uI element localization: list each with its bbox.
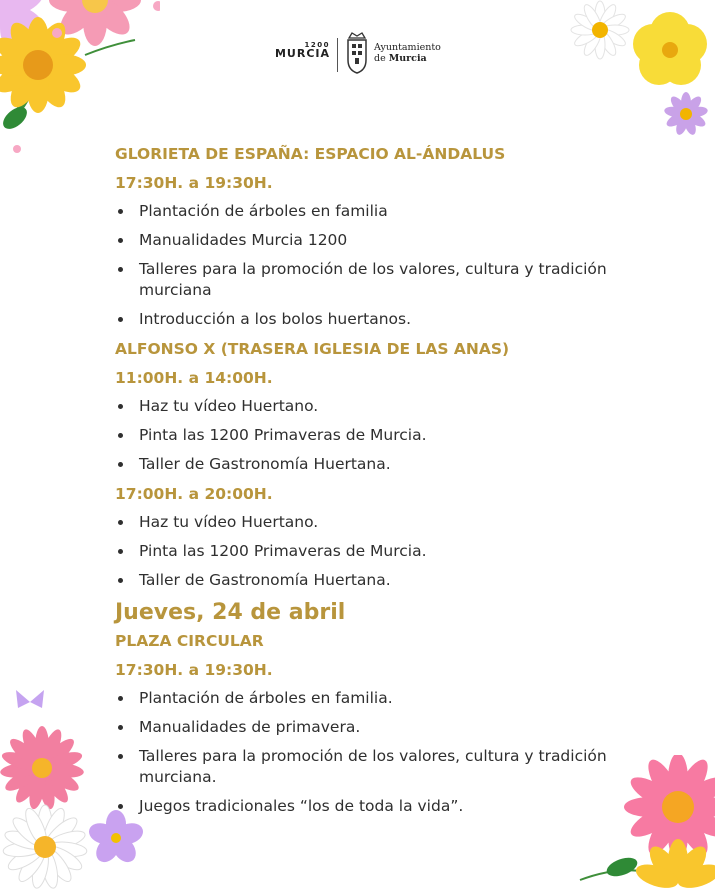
activity-list (115, 201, 635, 330)
flower-decoration-top-left (0, 0, 160, 160)
ayto-line-2-prefix: de (374, 53, 389, 64)
list-item: Talleres para la promoción de los valores, cultura y tradición murciana (115, 259, 635, 301)
ayuntamiento-label (374, 42, 441, 64)
logo-divider (337, 38, 338, 72)
venue-title: ALFONSO X (TRASERA IGLESIA DE LAS ANAS) (115, 340, 510, 358)
ayto-line-2-bold: Murcia (388, 53, 427, 64)
activity-list (115, 396, 635, 475)
time-slot: 11:00H. a 14:00H. (115, 369, 273, 387)
activity-list (115, 688, 635, 817)
coat-of-arms-icon (344, 30, 370, 76)
murcia-1200-logo (274, 41, 330, 60)
logo-bar (274, 28, 444, 80)
list-item: Juegos tradicionales “los de toda la vida”. (115, 796, 635, 817)
list-item: Manualidades Murcia 1200 (115, 230, 635, 251)
logo-number: 1200 (304, 41, 330, 49)
list-item: Plantación de árboles en familia (115, 201, 635, 222)
list-item: Taller de Gastronomía Huertana. (115, 570, 635, 591)
logo-city: MURCIA (274, 47, 330, 60)
time-slot: 17:30H. a 19:30H. (115, 174, 273, 192)
list-item: Introducción a los bolos huertanos. (115, 309, 635, 330)
venue-title: GLORIETA DE ESPAÑA: ESPACIO AL-ÁNDALUS (115, 145, 506, 163)
activity-list (115, 512, 635, 591)
list-item: Plantación de árboles en familia. (115, 688, 635, 709)
list-item: Talleres para la promoción de los valores, cultura y tradición murciana. (115, 746, 635, 788)
schedule-content (115, 143, 635, 825)
flower-decoration-top-right (570, 0, 715, 140)
list-item: Haz tu vídeo Huertano. (115, 396, 635, 417)
time-slot: 17:30H. a 19:30H. (115, 661, 273, 679)
ayto-line-1: Ayuntamiento (374, 42, 441, 53)
venue-title: PLAZA CIRCULAR (115, 632, 264, 650)
list-item: Pinta las 1200 Primaveras de Murcia. (115, 541, 635, 562)
list-item: Manualidades de primavera. (115, 717, 635, 738)
list-item: Pinta las 1200 Primaveras de Murcia. (115, 425, 635, 446)
list-item: Taller de Gastronomía Huertana. (115, 454, 635, 475)
time-slot: 17:00H. a 20:00H. (115, 485, 273, 503)
day-heading: Jueves, 24 de abril (115, 600, 346, 625)
list-item: Haz tu vídeo Huertano. (115, 512, 635, 533)
